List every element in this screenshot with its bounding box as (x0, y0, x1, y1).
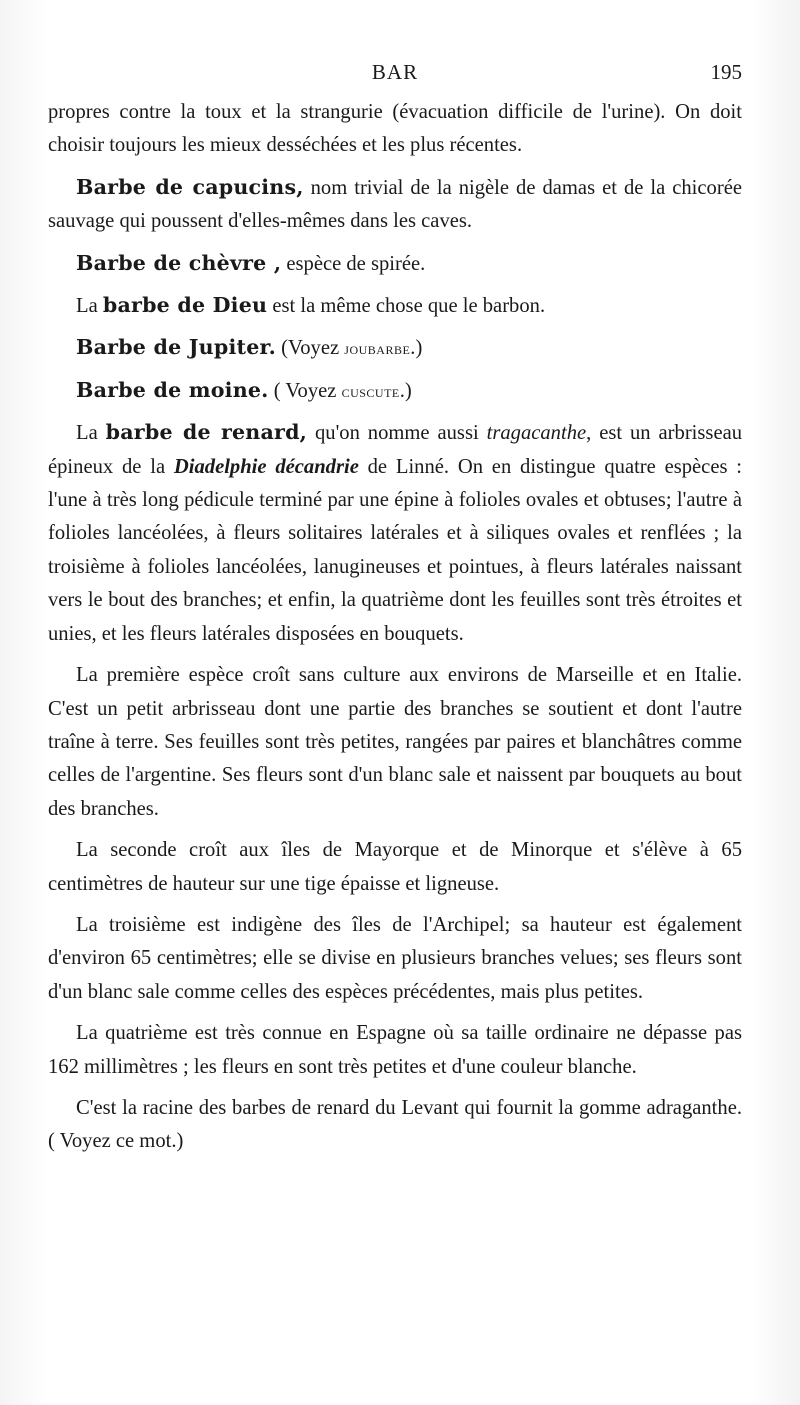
page-number: 195 (710, 60, 742, 84)
cross-reference: joubarbe (344, 338, 411, 359)
entry-barbe-de-chevre (48, 247, 742, 281)
entry-headword: Barbe de chèvre , (76, 250, 282, 275)
entry-italic-term: tragacanthe (486, 422, 587, 445)
entry-definition-end: .) (410, 337, 423, 360)
entry-italic-classification: Diadelphie décandrie (173, 455, 359, 478)
entry-text-1: qu'on nomme aussi (307, 422, 487, 445)
entry-definition: nom trivial de la nigèle de damas et de la chicorée sauvage qui poussent d'elles-mêmes dans les caves. (48, 176, 742, 233)
entry-headword: Barbe de moine. (76, 377, 269, 402)
paragraph-third-species: La troisième est indigène des îles de l'Archipel; sa hauteur est également d'environ 65 centimètres; elle se divise en plusieurs branches velues; ses fleurs sont d'un blanc sale comme celles des espèces précédentes, mais plus petites. (48, 913, 742, 1003)
paragraph-fourth-species: La quatrième est très connue en Espagne où sa taille ordinaire ne dépasse pas 162 millimètres ; les fleurs en sont très petites et d'une couleur blanche. (48, 1022, 742, 1078)
entry-barbe-de-dieu (48, 289, 742, 323)
entry-headword: barbe de Dieu (102, 293, 268, 318)
paragraph-root: C'est la racine des barbes de renard du Levant qui fournit la gomme adraganthe. ( Voyez ce mot.) (48, 1096, 742, 1153)
cross-reference: cuscute (341, 380, 400, 401)
entry-text-2: , est un arbrisseau épineux de la (48, 422, 743, 478)
entry-definition: est la même chose que le barbon. (267, 295, 546, 318)
entry-text-3: de Linné. On en distingue quatre espèces : l'une à très long pédicule terminé par une épine à folioles ovales et obtuses; l'autre à folioles lancéolées, à fleurs solitaires latérales et à siliques ovales et renflées ; la troisième à folioles lancéolées, lanugineuses et pointues, à fleurs latérales naissant vers le bout des branches; et enfin, la quatrième dont les feuilles sont très étroites et unies, et les fleurs latérales disposées en bouquets. (48, 455, 742, 645)
page-header (48, 60, 742, 88)
body-text (48, 96, 742, 1167)
entry-barbe-de-renard (48, 416, 742, 651)
entry-prefix: La (76, 422, 106, 445)
entry-barbe-de-moine (48, 374, 742, 408)
entry-barbe-de-jupiter (48, 331, 742, 365)
entry-headword: barbe de renard, (105, 420, 308, 445)
entry-definition: espèce de spirée. (281, 252, 426, 275)
paragraph-continuation: propres contre la toux et la strangurie (évacuation difficile de l'urine). On doit choisir toujours les mieux desséchées et les plus récentes. (48, 101, 742, 157)
entry-headword: Barbe de Jupiter. (76, 335, 277, 360)
entry-definition-end: .) (399, 379, 412, 402)
entry-prefix: La (76, 295, 103, 318)
running-head: BAR (371, 60, 419, 84)
paragraph-second-species: La seconde croît aux îles de Mayorque et de Minorque et s'élève à 65 centimètres de hauteur sur une tige épaisse et ligneuse. (48, 839, 742, 895)
entry-barbe-de-capucins (48, 171, 742, 239)
entry-definition: (Voyez (276, 337, 345, 360)
entry-headword: Barbe de capucins, (76, 174, 304, 199)
paragraph-first-species: La première espèce croît sans culture aux environs de Marseille et en Italie. C'est un petit arbrisseau dont une partie des branches se soutient et dont l'autre traîne à terre. Ses feuilles sont très petites, rangées par paires et blanchâtres comme celles de l'argentine. Ses fleurs sont d'un blanc sale et naissent par bouquets au bout des branches. (48, 664, 742, 820)
entry-definition: ( Voyez (268, 379, 342, 402)
